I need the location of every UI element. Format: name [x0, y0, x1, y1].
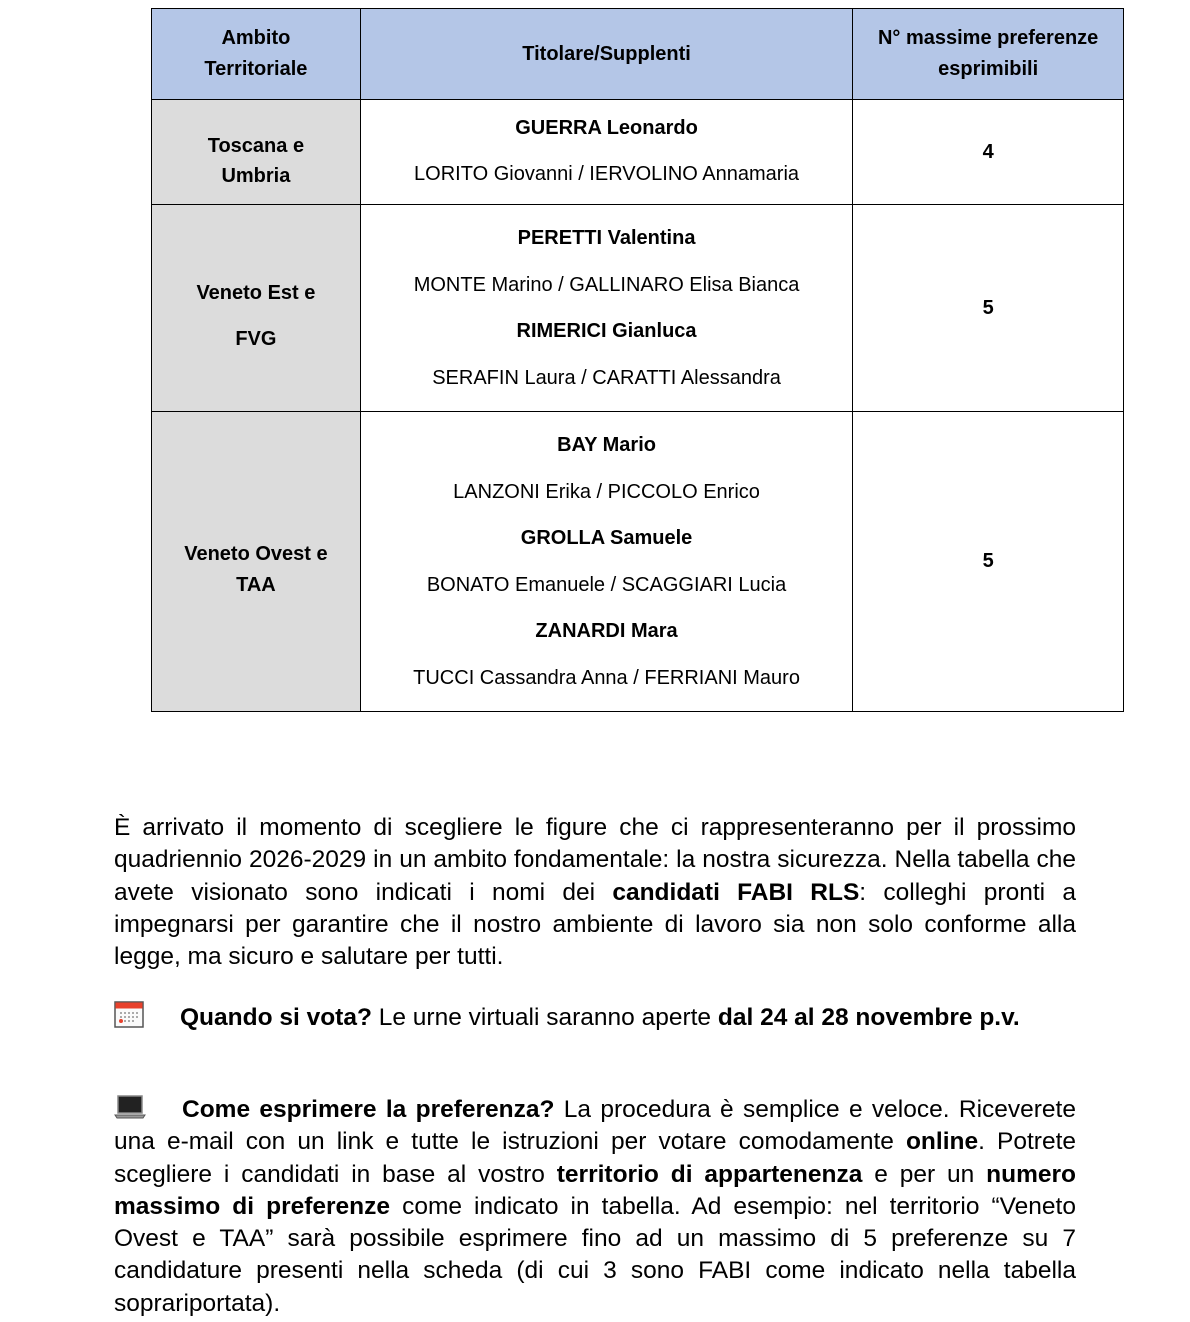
titolare-name: PERETTI Valentina [517, 227, 696, 249]
max-preferences-value: 5 [853, 205, 1124, 412]
territory-line: Veneto Ovest e [184, 542, 328, 565]
header-line: esprimibili [938, 58, 1039, 80]
max-preferences-value: 5 [853, 412, 1124, 712]
candidates-cell [360, 412, 852, 712]
titolare-name: ZANARDI Mara [535, 620, 678, 642]
table-row [152, 412, 1124, 712]
territory-line: Veneto Est e [196, 282, 316, 304]
table-row [152, 205, 1124, 412]
titolare-name: RIMERICI Gianluca [516, 320, 697, 342]
titolare-name: GROLLA Samuele [520, 527, 693, 549]
candidates-table [151, 8, 1124, 712]
text: : colleghi pronti a impegnarsi per garantire che il nostro ambiente di lavoro sia non solo conforme alla legge, ma sicuro e salutare per tutti. [114, 878, 1076, 971]
bold-text: Come esprimere la preferenza? [182, 1096, 555, 1123]
supplenti-names: TUCCI Cassandra Anna / FERRIANI Mauro [413, 666, 800, 689]
how-paragraph [114, 1094, 1076, 1320]
text: La procedura è semplice e veloce. Riceverete una e-mail con un link e tutte le istruzioni per votare comodamente [114, 1096, 1076, 1156]
supplenti-names: SERAFIN Laura / CARATTI Alessandra [432, 366, 781, 389]
territory-cell [152, 100, 361, 205]
territory-line: Umbria [221, 165, 291, 187]
header-titolare-supplenti: Titolare/Supplenti [360, 9, 852, 100]
header-max-preferenze [853, 9, 1124, 100]
bold-text: territorio di appartenenza [556, 1160, 863, 1188]
table-row [152, 100, 1124, 205]
header-line: N° massime preferenze [877, 27, 1099, 49]
max-preferences-value: 4 [853, 100, 1124, 205]
bold-text: numero massimo di preferenze [114, 1160, 1076, 1220]
candidates-cell [360, 100, 852, 205]
territory-line: TAA [236, 573, 276, 596]
header-line: Ambito [221, 27, 291, 49]
text: È arrivato il momento di scegliere le figure che ci rappresenteranno per il prossimo quadriennio 2026-2029 in un ambito fondamentale: la nostra sicurezza. Nella tabella che avete visionato sono indicati i nomi dei [114, 814, 1076, 906]
territory-line: Toscana e [207, 135, 305, 157]
text: come indicato in tabella. Ad esempio: nel territorio “Veneto Ovest e TAA” sarà possibile esprimere fino ad un massimo di 5 preferenze su 7 candidature presenti nella scheda (di cui 3 sono FABI come indicato nella tabella soprariportata). [114, 1192, 1076, 1317]
laptop-icon [114, 1095, 146, 1119]
territory-line: FVG [235, 328, 277, 350]
supplenti-names: LORITO Giovanni / IERVOLINO Annamaria [414, 163, 800, 185]
bold-text: Quando si vota? [180, 1004, 372, 1031]
when-paragraph [114, 1001, 1076, 1034]
supplenti-names: MONTE Marino / GALLINARO Elisa Bianca [413, 273, 800, 296]
territory-cell [152, 412, 361, 712]
titolare-name: GUERRA Leonardo [515, 117, 698, 139]
calendar-icon [114, 1001, 144, 1028]
intro-paragraph [114, 812, 1076, 973]
header-ambito-territoriale [152, 9, 361, 100]
supplenti-names: LANZONI Erika / PICCOLO Enrico [453, 480, 760, 503]
text: e per un [862, 1160, 987, 1188]
text: . Potrete scegliere i candidati in base al vostro [114, 1128, 1076, 1188]
territory-cell [152, 205, 361, 412]
bold-text: online [905, 1128, 979, 1156]
header-line: Territoriale [204, 58, 308, 80]
titolare-name: BAY Mario [557, 434, 656, 456]
candidates-cell [360, 205, 852, 412]
bold-text: candidati FABI RLS [612, 878, 860, 906]
supplenti-names: BONATO Emanuele / SCAGGIARI Lucia [426, 573, 787, 596]
table-header-row [152, 9, 1124, 100]
text: Le urne virtuali saranno aperte [371, 1004, 718, 1031]
bold-text: dal 24 al 28 novembre p.v. [717, 1004, 1020, 1031]
